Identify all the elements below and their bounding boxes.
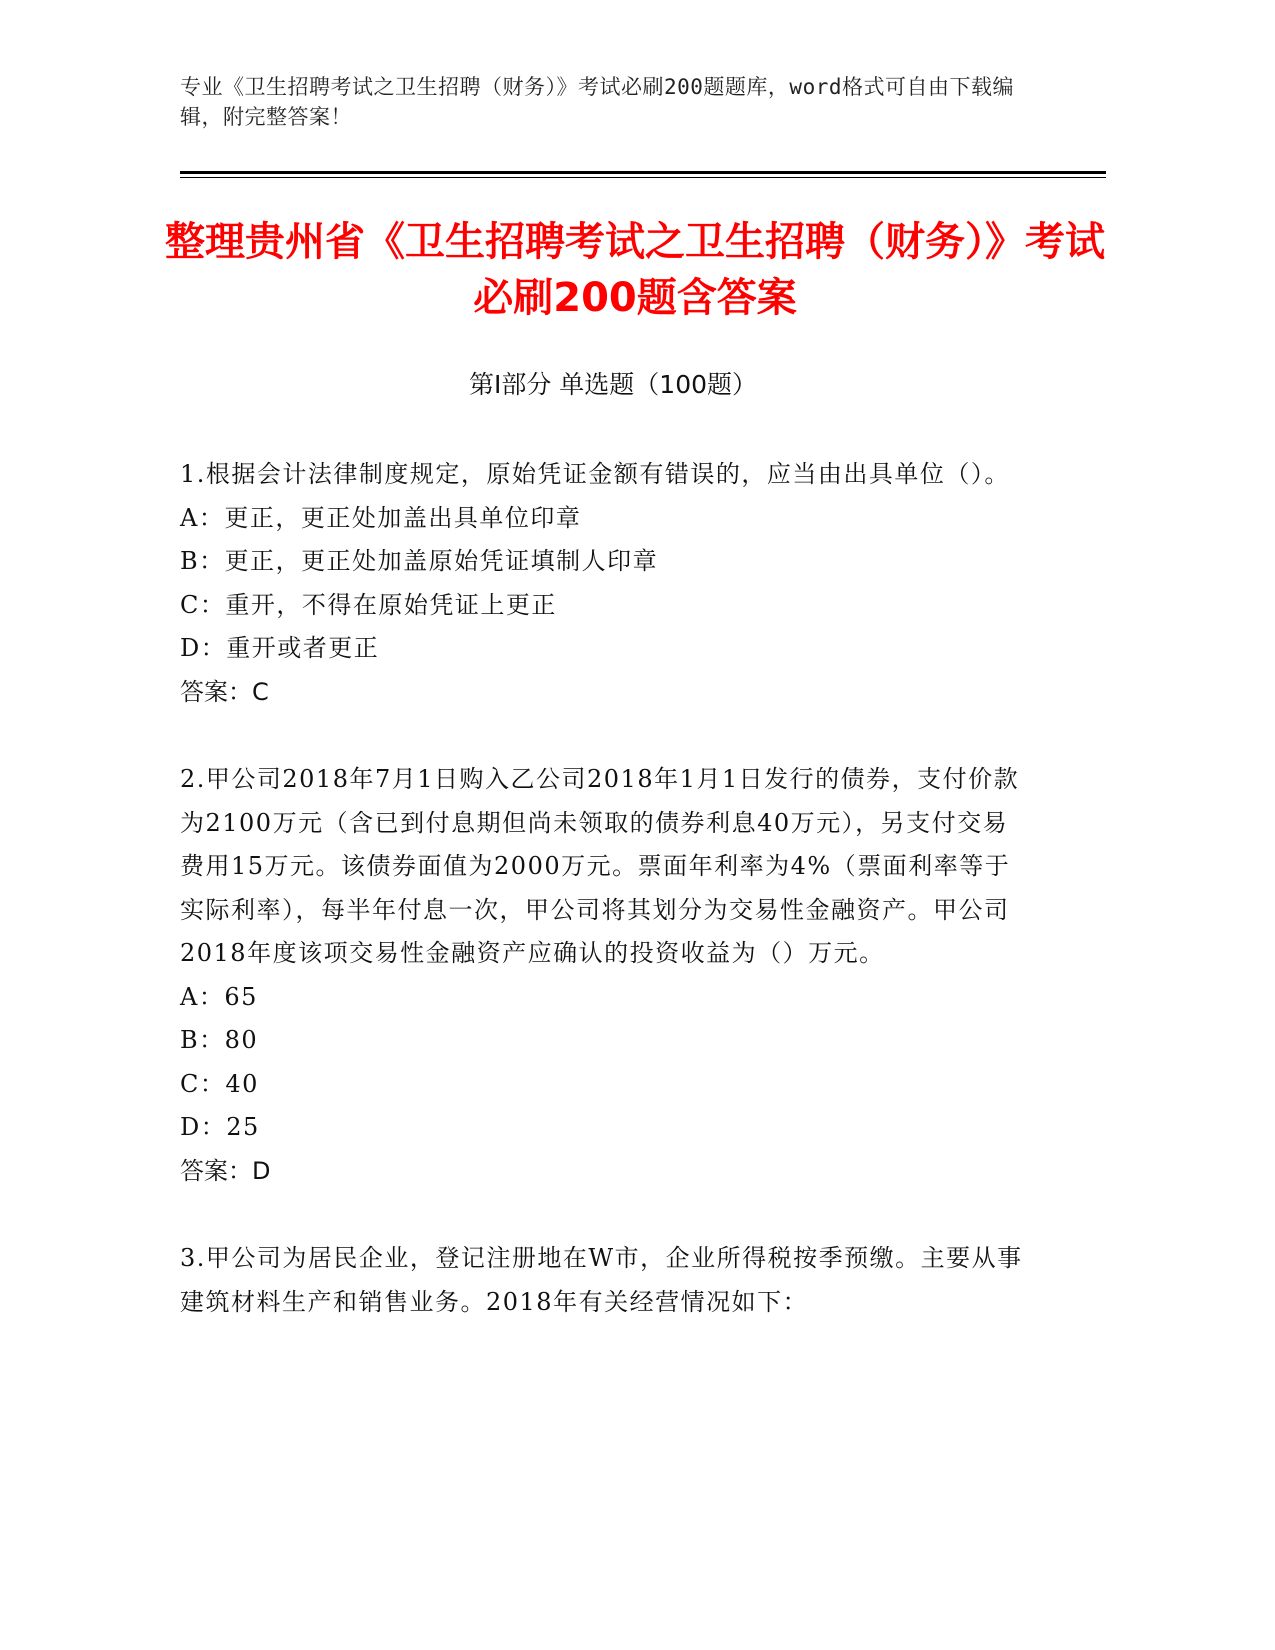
header-note: 专业《卫生招聘考试之卫生招聘（财务）》考试必刷200题题库，word格式可自由下载编辑，附完整答案！ — [180, 75, 1014, 129]
option-c: C：重开，不得在原始凭证上更正 — [180, 590, 557, 619]
document-title: 整理贵州省《卫生招聘考试之卫生招聘（财务）》考试必刷200题含答案 — [165, 219, 1105, 321]
option-b: B：80 — [180, 1026, 259, 1054]
question-stem: 2.甲公司2018年7月1日购入乙公司2018年1月1日发行的债券，支付价款为2100万元（含已到付息期但尚未领取的债券利息40万元），另支付交易费用15万元。该债券面值为2000万元。票面年利率为4%（票面利率等于实际利率），每半年付息一次，甲公司将其划分为交易性金融资产。甲公司2018年度该项交易性金融资产应确认的投资收益为（）万元。 — [180, 765, 1020, 967]
option-c: C：40 — [180, 1069, 259, 1098]
header-rule-thick — [180, 171, 1106, 174]
option-d: D：重开或者更正 — [180, 634, 380, 662]
option-a: A：更正，更正处加盖出具单位印章 — [180, 503, 582, 532]
section-heading: 第Ⅰ部分 单选题（100题） — [468, 370, 758, 399]
option-a: A：65 — [180, 982, 258, 1011]
header-rule-thin — [180, 177, 1106, 178]
question-stem: 3.甲公司为居民企业，登记注册地在W市，企业所得税按季预缴。主要从事建筑材料生产和销售业务。2018年有关经营情况如下： — [180, 1244, 1023, 1316]
question-2 — [180, 758, 1030, 1193]
option-d: D：25 — [180, 1113, 260, 1141]
question-list — [180, 453, 1030, 1368]
question-1 — [180, 453, 1030, 714]
option-b: B：更正，更正处加盖原始凭证填制人印章 — [180, 547, 659, 575]
answer: 答案：D — [180, 1156, 271, 1185]
question-3 — [180, 1237, 1030, 1324]
question-stem: 1.根据会计法律制度规定，原始凭证金额有错误的，应当由出具单位（）。 — [180, 460, 1010, 488]
answer: 答案：C — [180, 677, 269, 706]
